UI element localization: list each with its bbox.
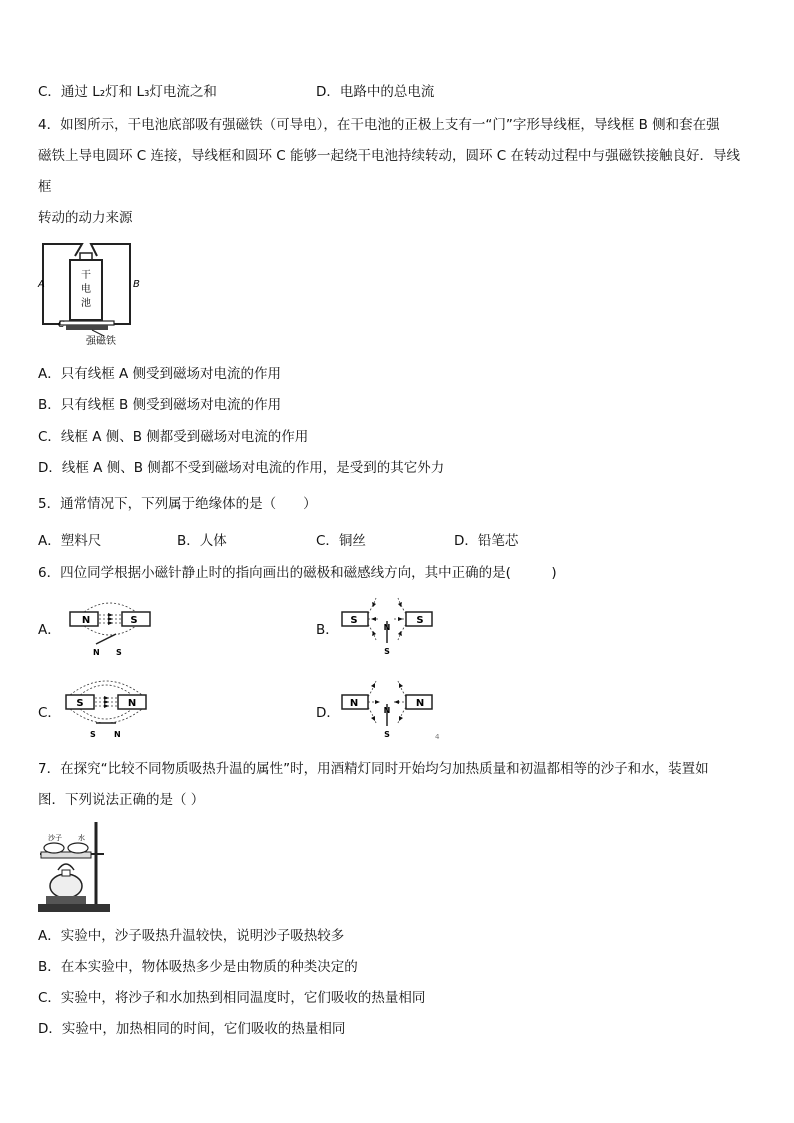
svg-text:N: N [415,698,425,709]
q5-option-b: B．人体 [177,533,227,549]
q7-option-d: D．实验中，加热相同的时间，它们吸收的热量相同 [38,1021,346,1037]
q6-figure-a [66,596,156,658]
svg-text:N: N [114,730,121,739]
svg-text:S: S [350,615,358,626]
q5-stem: 5．通常情况下，下列属于绝缘体的是（ ） [38,496,317,512]
battery-label-3: 池 [81,298,91,309]
conductive-ring-c [60,321,114,325]
svg-text:N: N [81,615,91,626]
q7-option-c: C．实验中，将沙子和水加热到相同温度时，它们吸收的热量相同 [38,990,426,1006]
sand-container [44,843,64,853]
label-b: B [133,279,140,290]
flame [58,864,74,870]
battery-label-1: 干 [81,270,91,281]
q7-stem-line-2: 图．下列说法正确的是（ ） [38,792,205,808]
svg-text:S: S [76,698,84,709]
q7-heating-apparatus-figure [38,818,112,914]
q7-option-b: B．在本实验中，物体吸热多少是由物质的种类决定的 [38,959,358,975]
q6-figure-d [340,679,440,741]
q4-stem-line-3: 框 [38,179,52,195]
q4-battery-frame-figure [34,238,144,350]
lamp-wick [62,870,70,876]
q6-figure-b [340,596,436,658]
svg-text:S: S [384,730,390,739]
water-container [68,843,88,853]
svg-text:N: N [349,698,359,709]
label-a: A [38,279,45,290]
q6-label-d: D． [316,705,340,721]
battery-terminal [80,253,92,260]
svg-text:S: S [416,615,424,626]
q4-option-c: C．线框 A 侧、B 侧都受到磁场对电流的作用 [38,429,309,445]
svg-text:N: N [93,648,100,657]
q4-option-b: B．只有线框 B 侧受到磁场对电流的作用 [38,397,282,413]
battery-label-2: 电 [81,284,91,295]
sand-label: 沙子 [48,834,62,842]
svg-text:N: N [127,698,137,709]
q6-label-c: C． [38,705,61,721]
q7-option-a: A．实验中，沙子吸热升温较快，说明沙子吸热较多 [38,928,345,944]
q4-stem-line-2: 磁铁上导电圆环 C 连接，导线框和圆环 C 能够一起绕干电池持续转动，圆环 C 在转动过程中与强磁铁接触良好．导线 [38,148,741,164]
stand-base [38,904,110,912]
svg-text:N: N [383,706,391,715]
svg-text:4: 4 [435,733,440,741]
label-c: C [58,320,65,330]
q4-option-d: D．线框 A 侧、B 侧都不受到磁场对电流的作用，是受到的其它外力 [38,460,445,476]
alcohol-lamp [50,874,82,898]
svg-text:S: S [384,647,390,656]
svg-text:S: S [116,648,122,657]
q3-option-d: D．电路中的总电流 [316,84,435,100]
q7-stem-line-1: 7．在探究“比较不同物质吸热升温的属性”时，用酒精灯同时开始均匀加热质量和初温都相等的沙子和水，装置如 [38,761,709,777]
support-plate [41,852,91,858]
water-label: 水 [78,834,85,842]
lamp-base [46,896,86,904]
svg-text:S: S [130,615,138,626]
q6-figure-c [60,679,156,741]
strong-magnet [66,325,108,330]
q4-stem-line-1: 4．如图所示，干电池底部吸有强磁铁（可导电），在干电池的正极上支有一“门”字形导线框，导线框 B 侧和套在强 [38,117,720,133]
q5-option-a: A．塑料尺 [38,533,102,549]
svg-text:N: N [383,623,391,632]
q5-option-d: D．铅笔芯 [454,533,519,549]
q5-option-c: C．铜丝 [316,533,366,549]
q6-stem: 6．四位同学根据小磁针静止时的指向画出的磁极和磁感线方向，其中正确的是( ) [38,565,557,581]
q4-option-a: A．只有线框 A 侧受到磁场对电流的作用 [38,366,282,382]
q3-option-c: C．通过 L₂灯和 L₃灯电流之和 [38,84,217,100]
svg-text:S: S [90,730,96,739]
q4-stem-line-4: 转动的动力来源 [38,210,133,226]
magnet-label: 强磁铁 [86,336,116,347]
q6-label-b: B． [316,622,339,638]
q6-label-a: A． [38,622,61,638]
